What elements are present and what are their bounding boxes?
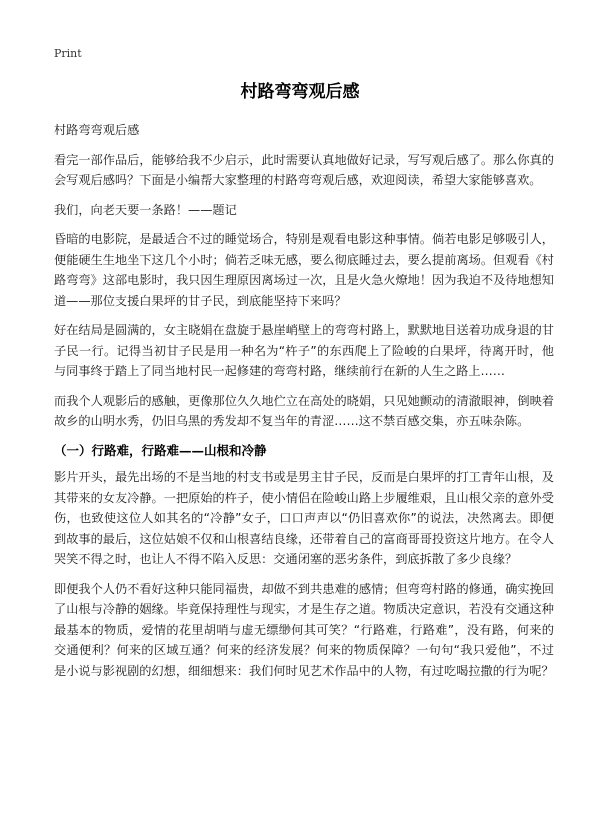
paragraph-1: 昏暗的电影院，是最适合不过的睡觉场合，特别是观看电影这种事情。倘若电影足够吸引人，便能硬生生地坐下这几个小时；倘若乏味无感，要么彻底睡过去，要么提前离场。但观看《村路弯弯》这部电影时，我只因生理原因离场过一次，且是火急火燎地！因为我迫不及待地想知道——那位支援白果坪的甘子民，到底能坚持下来吗？: [54, 232, 554, 308]
section-heading-1: （一）行路难，行路难——山根和冷静: [54, 442, 267, 458]
page-title: 村路弯弯观后感: [240, 82, 360, 102]
paragraph-4: 影片开头，最先出场的不是当地的村支书或是男主甘子民，反而是白果坪的打工青年山根，及其带来的女友冷静。一把原始的杵子，使小情侣在险峻山路上步履维艰，且山根父亲的意外受伤，也致使这位人如其名的“冷静”女子，口口声声以“仍旧喜欢你”的说法，决然离去。即便到故事的最后，这位姑娘不仅和山根喜结良缘，还带着自己的富商哥哥投资这片地方。在令人哭笑不得之时，也让人不得不陷入反思：交通闭塞的恶劣条件，到底拆散了多少良缘？: [54, 470, 554, 566]
article-body: [54, 120, 554, 690]
paragraph-5: 即便我个人仍不看好这种只能同福贵，却做不到共患难的感情；但弯弯村路的修通，确实挽回了山根与冷静的姻缘。毕竟保持理性与现实，才是生存之道。物质决定意识，若没有交通这种最基本的物质，爱情的花里胡哨与虚无缥缈何其可笑？“行路难，行路难”，没有路，何来的交通便利？何来的区域互通？何来的经济发展？何来的物质保障？一句句“我只爱他”，不过是小说与影视剧的幻想，细细想来：我们何时见艺术作品中的人物，有过吃喝拉撒的行为呢？: [54, 581, 554, 678]
intro-paragraph: 看完一部作品后，能够给我不少启示，此时需要认真地做好记录，写写观后感了。那么你真的会写观后感吗？下面是小编帮大家整理的村路弯弯观后感，欢迎阅读，希望大家能够喜欢。: [54, 152, 554, 187]
paragraph-2: 好在结局是圆满的，女主晓娟在盘旋于悬崖峭壁上的弯弯村路上，默默地目送着功成身退的甘子民一行。记得当初甘子民是用一种名为“杵子”的东西爬上了险峻的白果坪，待离开时，他与同事终于踏上了同当地村民一起修建的弯弯村路，继续前行在新的人生之路上……: [54, 323, 554, 378]
paragraph-3: 而我个人观影后的感触，更像那位久久地伫立在高处的晓娟，只见她颤动的清澈眼神，倒映着故乡的山明水秀，仍旧乌黑的秀发却不复当年的青涩……这不禁百感交集，亦五味杂陈。: [54, 393, 554, 428]
article-subtitle: 村路弯弯观后感: [54, 123, 140, 137]
print-link[interactable]: Print: [54, 47, 82, 60]
epigraph: 我们，向老天要一条路！——题记: [54, 202, 237, 217]
